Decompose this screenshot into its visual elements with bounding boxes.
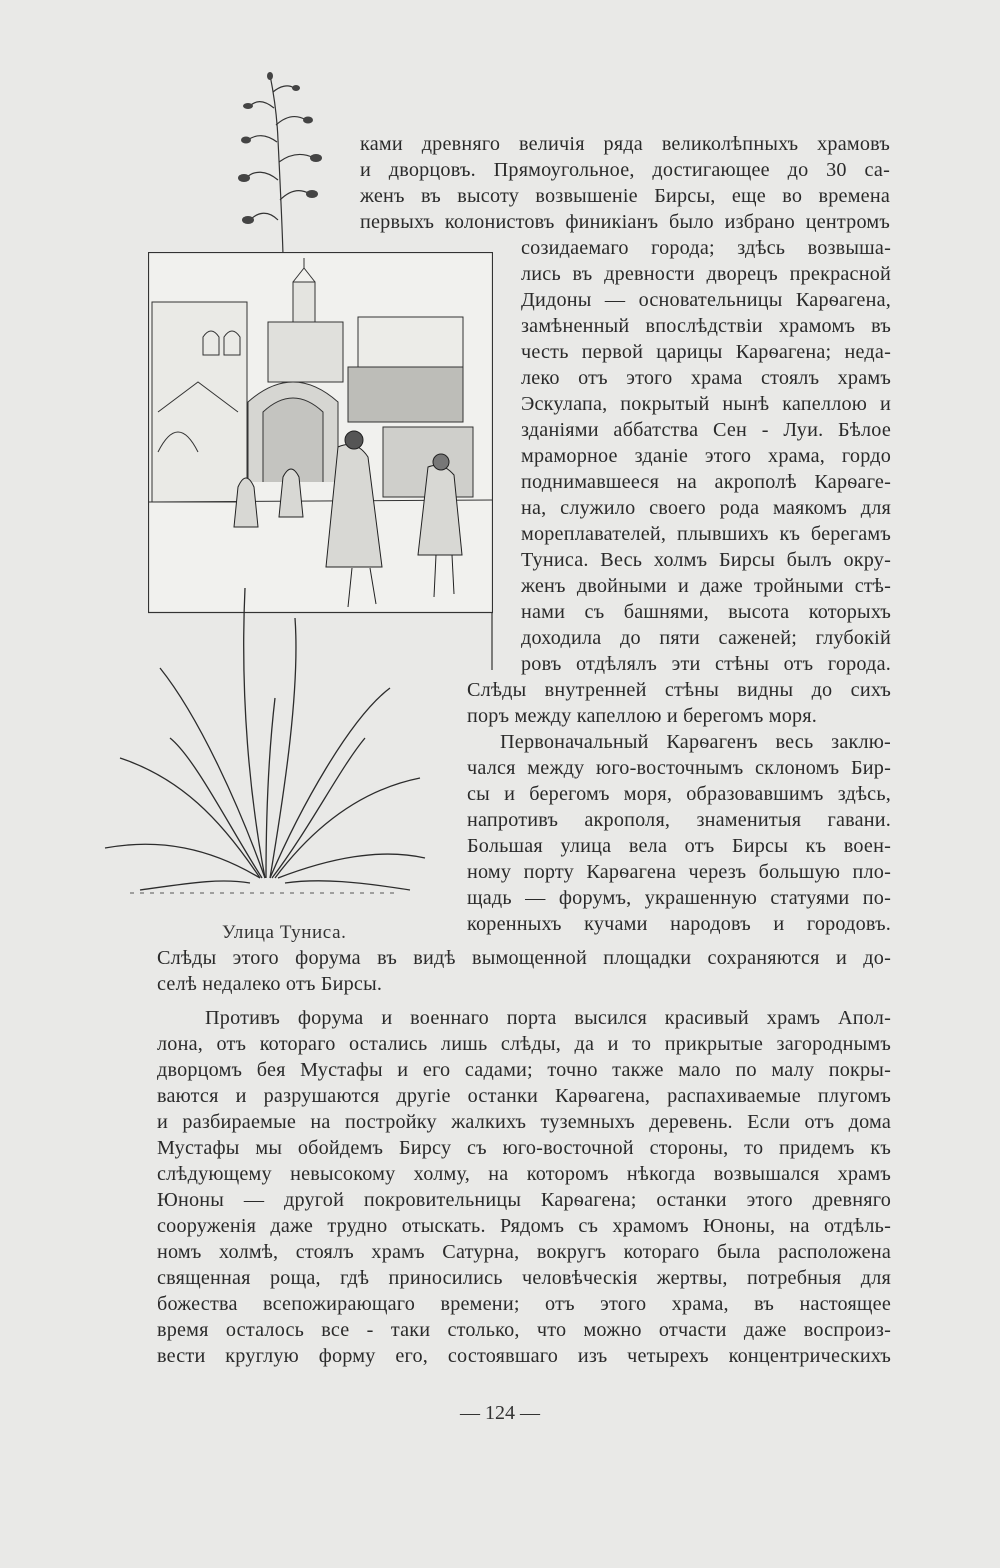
text-line: коренныхъ кучами народовъ и городовъ. (467, 913, 891, 935)
page-number: — 124 — (460, 1402, 540, 1424)
text-line: на, служило своего рода маякомъ для (521, 497, 891, 519)
text-line: божества всепожирающаго времени; отъ этого храма, въ настоящее (157, 1293, 891, 1315)
text-line: Слѣды этого форума въ видѣ вымощенной площадки сохраняются и до- (157, 947, 891, 969)
text-line: лись въ древности дворецъ прекрасной (521, 263, 891, 285)
text-line: первыхъ колонистовъ финикіанъ было избрано центромъ (360, 211, 890, 233)
text-line: и дворцовъ. Прямоугольное, достигающее до 30 са- (360, 159, 890, 181)
text-line: вести круглую форму его, состоявшаго изъ четырехъ концентрическихъ (157, 1345, 891, 1367)
text-line: поднимавшееся на акрополѣ Карѳаге- (521, 471, 891, 493)
text-line: сооруженія даже трудно отыскать. Рядомъ съ храмомъ Юноны, на отдѣль- (157, 1215, 891, 1237)
paragraph-start-line: Противъ форума и военнаго порта высился красивый храмъ Апол- (205, 1007, 891, 1029)
text-line: Большая улица вела отъ Бирсы къ воен- (467, 835, 891, 857)
text-line: женъ двойными и даже тройными стѣ- (521, 575, 891, 597)
illustration-caption: Улица Туниса. (222, 922, 347, 943)
text-line: Эскулапа, покрытый нынѣ капеллою и (521, 393, 891, 415)
text-line: номъ холмѣ, стоялъ храмъ Сатурна, вокругъ котораго была расположена (157, 1241, 891, 1263)
text-line: Дидоны — основательницы Карѳагена, (521, 289, 891, 311)
text-line: селѣ недалеко отъ Бирсы. (157, 973, 383, 995)
text-line: слѣдующему невысокому холму, на которомъ нѣкогда возвышался храмъ (157, 1163, 891, 1185)
text-line: лона, отъ котораго остались лишь слѣды, да и то прикрытые загороднымъ (157, 1033, 891, 1055)
text-line: время осталось все - таки столько, что можно отчасти даже воспроиз- (157, 1319, 891, 1341)
paragraph-start-line: Первоначальный Карѳагенъ весь заклю- (500, 731, 891, 753)
agave-stalk-illustration (228, 70, 348, 255)
text-line: Мустафы мы обойдемъ Бирсу съ юго-восточной стороны, то придемъ къ (157, 1137, 891, 1159)
text-line: ровъ отдѣлялъ эти стѣны отъ города. (521, 653, 891, 675)
text-line: нами съ башнями, высота которыхъ (521, 601, 891, 623)
text-line: леко отъ этого храма стоялъ храмъ (521, 367, 891, 389)
text-line: ному порту Карѳагена черезъ большую пло- (467, 861, 891, 883)
text-line: зданіями аббатства Сен - Луи. Бѣлое (521, 419, 891, 441)
text-line: дворцомъ бея Мустафы и его садами; точно также мало по малу покры- (157, 1059, 891, 1081)
text-line: щадь — форумъ, украшенную статуями по- (467, 887, 891, 909)
text-line: честь первой царицы Карѳагена; неда- (521, 341, 891, 363)
text-line: сы и берегомъ моря, образовавшимъ здѣсь, (467, 783, 891, 805)
text-line: Слѣды внутренней стѣны видны до сихъ (467, 679, 891, 701)
text-line: напротивъ акрополя, знаменитыя гавани. (467, 809, 891, 831)
text-line: замѣненный впослѣдствіи храмомъ въ (521, 315, 891, 337)
text-line: мраморное зданіе этого храма, гордо (521, 445, 891, 467)
text-line: ками древняго величія ряда великолѣпныхъ храмовъ (360, 133, 890, 155)
text-line: созидаемаго города; здѣсь возвыша- (521, 237, 891, 259)
text-line: чался между юго-восточнымъ склономъ Бир- (467, 757, 891, 779)
text-line: доходила до пяти саженей; глубокій (521, 627, 891, 649)
text-line: и разбираемые на постройку жалкихъ туземныхъ деревень. Если отъ дома (157, 1111, 891, 1133)
text-line: мореплавателей, плывшихъ къ берегамъ (521, 523, 891, 545)
text-line: ваются и разрушаются другіе останки Карѳагена, распахиваемые плугомъ (157, 1085, 891, 1107)
text-line: священная роща, гдѣ приносились человѣческія жертвы, потребныя для (157, 1267, 891, 1289)
text-line: поръ между капеллою и берегомъ моря. (467, 705, 818, 727)
agave-plant-illustration (100, 578, 430, 898)
text-line: Туниса. Весь холмъ Бирсы былъ окру- (521, 549, 891, 571)
text-line: женъ въ высоту возвышеніе Бирсы, еще во времена (360, 185, 890, 207)
text-line: Юноны — другой покровительницы Карѳагена; останки этого древняго (157, 1189, 891, 1211)
